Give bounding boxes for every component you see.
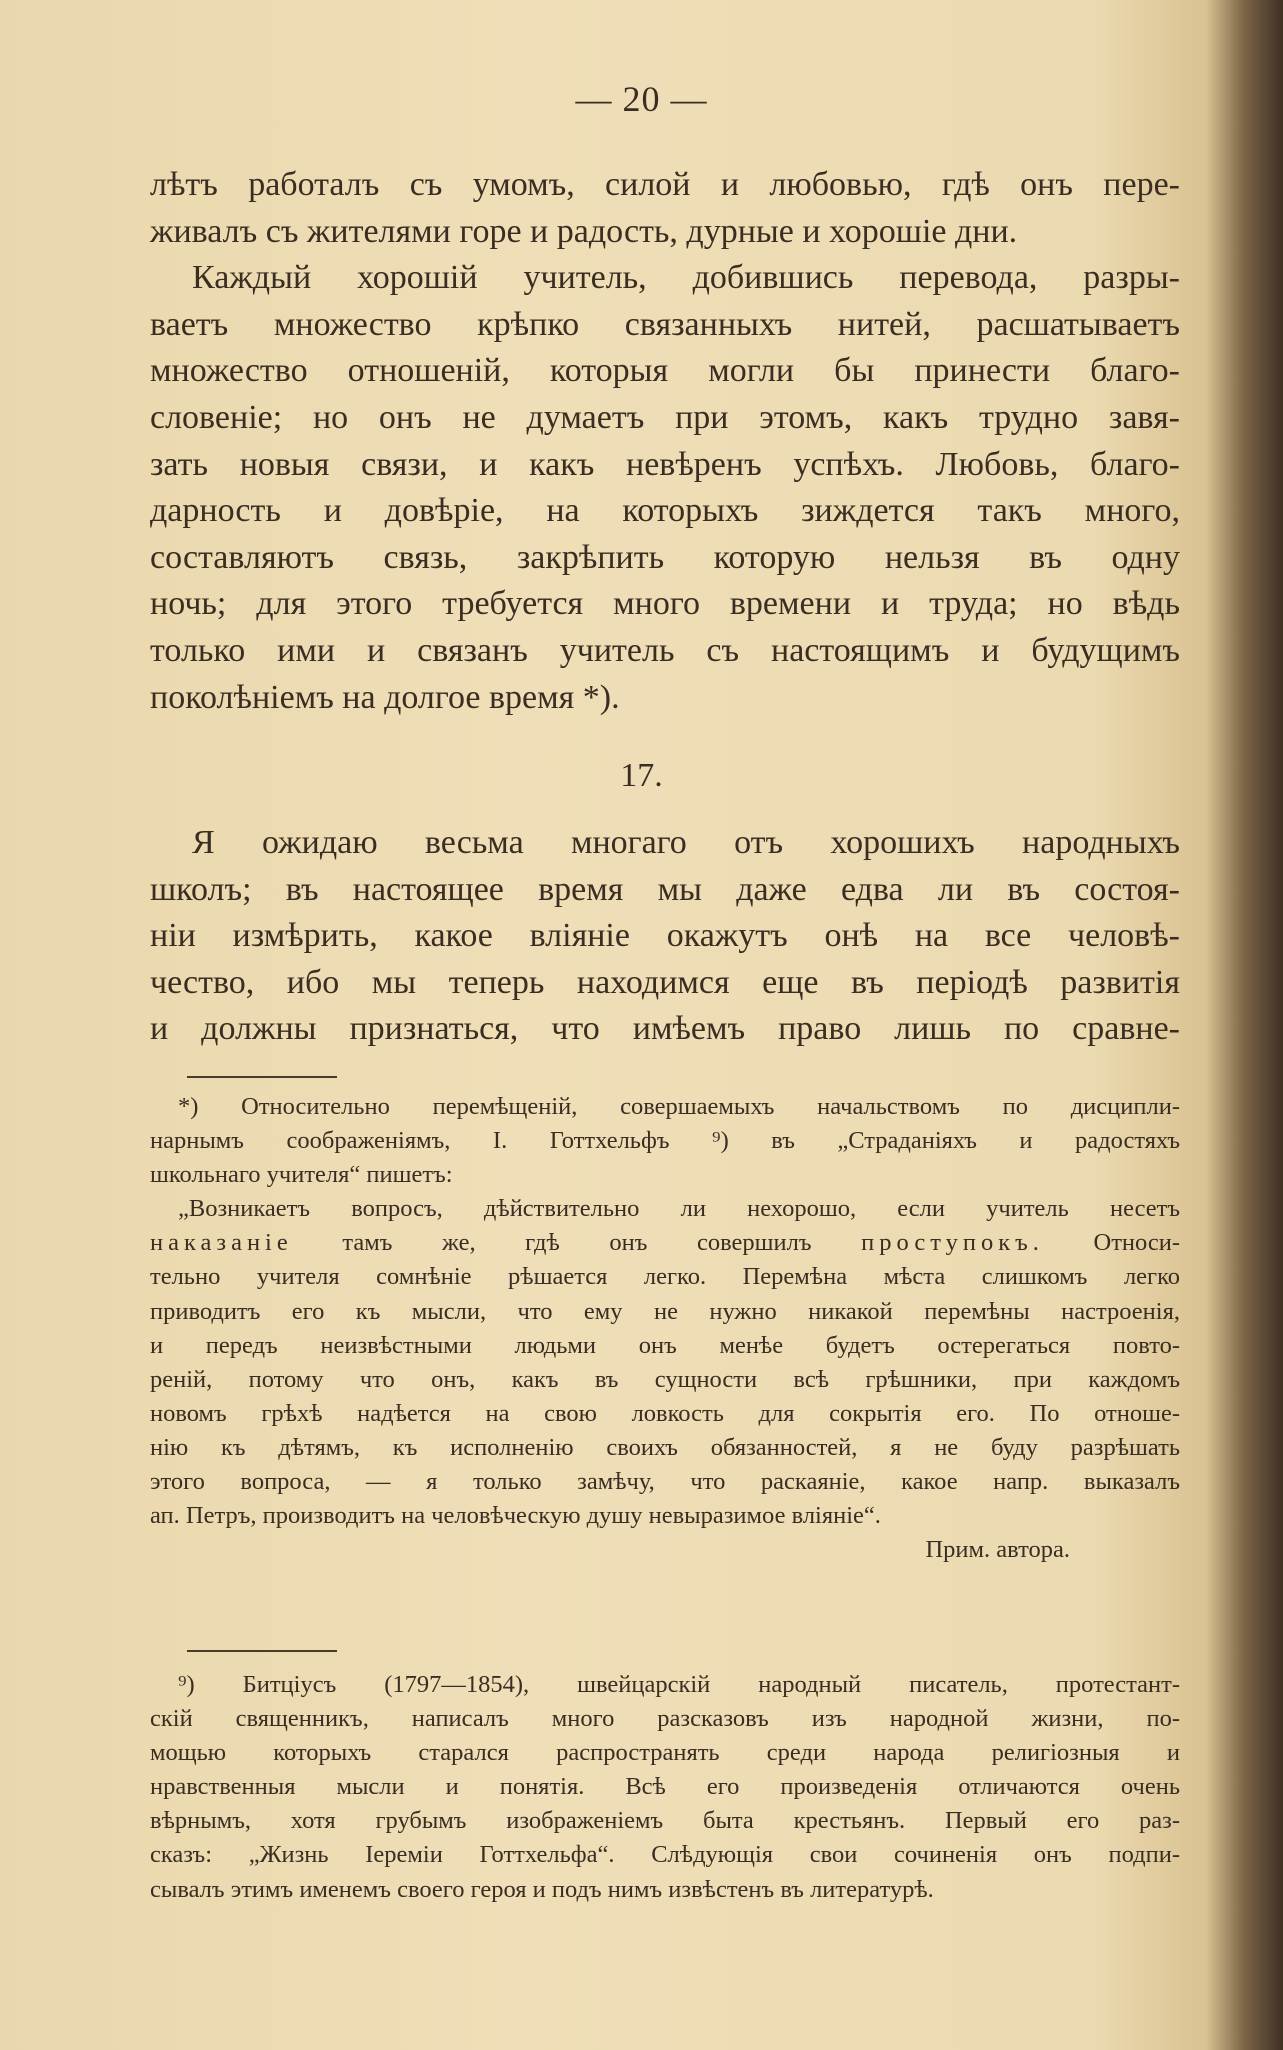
text-line: чество, ибо мы теперь находимся еще въ періодѣ развитія bbox=[150, 963, 1180, 1001]
footnote-line: приводитъ его къ мысли, что ему не нужно никакой перемѣны настроенія, bbox=[150, 1297, 1180, 1325]
footnote-line: этого вопроса, — я только замѣчу, что раскаяніе, какое напр. выказалъ bbox=[150, 1468, 1180, 1496]
footnote-line: и передъ неизвѣстными людьми онъ менѣе будетъ остерегаться повто- bbox=[150, 1331, 1180, 1359]
footnote-line: *) Относительно перемѣщеній, совершаемыхъ начальствомъ по дисципли- bbox=[178, 1093, 1180, 1120]
text-line: ночь; для этого требуется много времени и труда; но вѣдь bbox=[150, 585, 1180, 623]
footnote-line: сывалъ этимъ именемъ своего героя и подъ нимъ извѣстенъ въ литературѣ. bbox=[150, 1875, 934, 1903]
page-number: — 20 — bbox=[575, 79, 708, 119]
text-line: Каждый хорошій учитель, добившись перевода, разры- bbox=[192, 259, 1180, 297]
footnote-signature: Прим. автора. bbox=[925, 1536, 1070, 1564]
footnote-line: школьнаго учителя“ пишетъ: bbox=[150, 1161, 453, 1189]
footnote-line: сказъ: „Жизнь Іереміи Готтхельфа“. Слѣдующія свои сочиненія онъ подпи- bbox=[150, 1841, 1180, 1869]
text-line: ваетъ множество крѣпко связанныхъ нитей, расшатываетъ bbox=[150, 305, 1180, 343]
footnote-rule bbox=[187, 1076, 337, 1078]
text-line: зать новыя связи, и какъ невѣренъ успѣхъ. Любовь, благо- bbox=[150, 445, 1180, 483]
text-line: только ими и связанъ учитель съ настоящимъ и будущимъ bbox=[150, 631, 1180, 669]
footnote-star bbox=[150, 1090, 1180, 1567]
footnote-line: тельно учителя сомнѣніе рѣшается легко. Перемѣна мѣста слишкомъ легко bbox=[150, 1263, 1180, 1291]
footnote-fragment: Относи- bbox=[1093, 1229, 1181, 1257]
footnote-line: нравственныя мысли и понятія. Всѣ его произведенія отличаются очень bbox=[150, 1773, 1180, 1801]
text-line: школъ; въ настоящее время мы даже едва ли въ состоя- bbox=[150, 870, 1180, 908]
footnote-line: скій священникъ, написалъ много разсказовъ изъ народной жизни, по- bbox=[150, 1705, 1180, 1733]
text-line: живалъ съ жителями горе и радость, дурные и хорошіе дни. bbox=[150, 212, 1018, 250]
text-line: словеніе; но онъ не думаетъ при этомъ, какъ трудно завя- bbox=[150, 398, 1180, 436]
main-text-bottom bbox=[150, 820, 1180, 1053]
text-line: Я ожидаю весьма многаго отъ хорошихъ народныхъ bbox=[192, 824, 1180, 861]
text-line: лѣтъ работалъ съ умомъ, силой и любовью, гдѣ онъ пере- bbox=[150, 166, 1180, 203]
footnote-line: мощью которыхъ старался распространять среди народа религіозныя и bbox=[150, 1739, 1180, 1767]
text-line: поколѣніемъ на долгое время *). bbox=[150, 678, 620, 716]
footnote-line: реній, потому что онъ, какъ въ сущности всѣ грѣшники, при каждомъ bbox=[150, 1365, 1180, 1393]
footnote-line: нарнымъ соображеніямъ, І. Готтхельфъ ⁹) въ „Страданіяхъ и радостяхъ bbox=[150, 1127, 1180, 1155]
footnote-line: новомъ грѣхѣ надѣется на свою ловкость для сокрытія его. По отноше- bbox=[150, 1399, 1180, 1427]
footnote-line: нію къ дѣтямъ, къ исполненію своихъ обязанностей, я не буду разрѣшать bbox=[150, 1433, 1180, 1461]
spaced-word: проступокъ. bbox=[861, 1229, 1044, 1257]
spaced-word: наказаніе bbox=[150, 1229, 293, 1257]
footnote-fragment: тамъ же, гдѣ онъ совершилъ bbox=[342, 1229, 812, 1257]
text-line: составляютъ связь, закрѣпить которую нельзя въ одну bbox=[150, 538, 1180, 576]
footnote-line: ⁹) Битціусъ (1797—1854), швейцарскій народный писатель, протестант- bbox=[178, 1671, 1180, 1698]
text-line: множество отношеній, которыя могли бы принести благо- bbox=[150, 352, 1180, 390]
footnote-rule bbox=[187, 1650, 337, 1652]
footnote-line: „Возникаетъ вопросъ, дѣйствительно ли нехорошо, если учитель несетъ bbox=[178, 1195, 1180, 1223]
footnote-9 bbox=[150, 1668, 1180, 1907]
text-line: дарность и довѣріе, на которыхъ зиждется такъ много, bbox=[150, 492, 1180, 530]
main-text-top bbox=[150, 162, 1180, 721]
footnote-line bbox=[150, 1226, 1180, 1260]
footnote-line: вѣрнымъ, хотя грубымъ изображеніемъ быта крестьянъ. Первый его раз- bbox=[150, 1807, 1180, 1835]
text-line: ніи измѣрить, какое вліяніе окажутъ онѣ на все человѣ- bbox=[150, 917, 1180, 955]
section-number: 17. bbox=[620, 757, 663, 794]
footnote-line: ап. Петръ, производитъ на человѣческую душу невыразимое вліяніе“. bbox=[150, 1502, 881, 1530]
text-line: и должны признаться, что имѣемъ право лишь по сравне- bbox=[150, 1010, 1180, 1048]
